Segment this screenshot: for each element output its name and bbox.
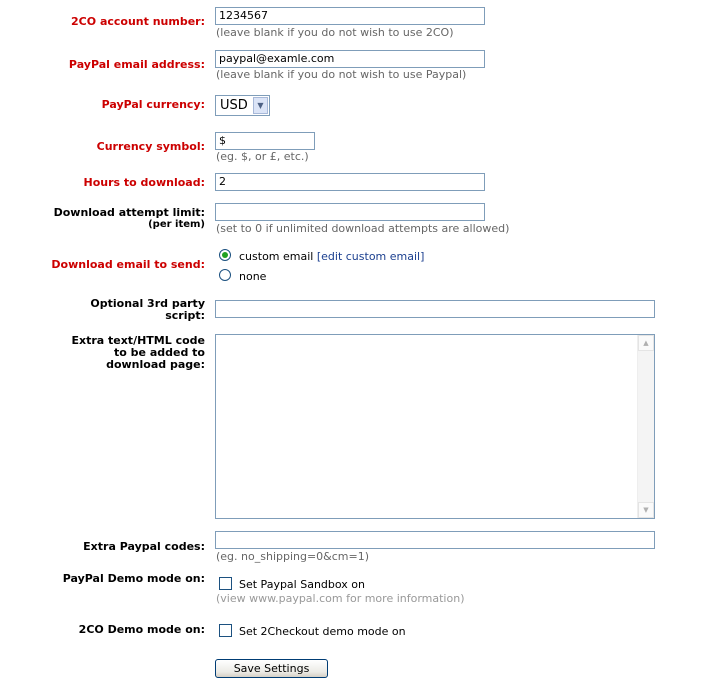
hours-to-download-input[interactable]: 2 — [215, 173, 485, 191]
custom-email-option — [239, 251, 424, 263]
chevron-down-icon[interactable]: ▼ — [253, 97, 268, 114]
none-option-label: none — [239, 270, 267, 283]
paypal-currency-value: USD — [220, 98, 248, 113]
download-attempt-limit-label: Download attempt limit: — [53, 206, 205, 219]
extra-paypal-codes-label: Extra Paypal codes: — [83, 540, 205, 553]
paypal-sandbox-label: Set Paypal Sandbox on — [239, 578, 365, 591]
currency-symbol-input[interactable]: $ — [215, 132, 315, 150]
twoco-demo-checkbox-label: Set 2Checkout demo mode on — [239, 625, 406, 638]
twoco-account-input[interactable]: 1234567 — [215, 7, 485, 25]
paypal-email-input[interactable]: paypal@examle.com — [215, 50, 485, 68]
third-party-script-input[interactable] — [215, 300, 655, 318]
extra-html-label-line3: download page: — [106, 358, 205, 371]
paypal-demo-hint: (view www.paypal.com for more information) — [216, 592, 465, 605]
custom-email-label: custom email — [239, 250, 314, 263]
extra-paypal-codes-input[interactable] — [215, 531, 655, 549]
paypal-email-hint: (leave blank if you do not wish to use Paypal) — [216, 68, 467, 81]
scroll-down-icon[interactable]: ▼ — [638, 502, 654, 518]
twoco-account-hint: (leave blank if you do not wish to use 2CO) — [216, 26, 454, 39]
twoco-account-label: 2CO account number: — [71, 15, 205, 28]
twoco-demo-checkbox[interactable] — [219, 624, 232, 637]
hours-to-download-label: Hours to download: — [83, 176, 205, 189]
download-attempt-limit-hint: (set to 0 if unlimited download attempts are allowed) — [216, 222, 510, 235]
extra-html-label-line2: to be added to — [114, 346, 205, 359]
download-attempt-limit-input[interactable] — [215, 203, 485, 221]
third-party-script-label-line1: Optional 3rd party — [90, 297, 205, 310]
save-settings-button[interactable]: Save Settings — [215, 659, 328, 678]
extra-html-label-line1: Extra text/HTML code — [71, 334, 205, 347]
currency-symbol-label: Currency symbol: — [96, 140, 205, 153]
paypal-sandbox-checkbox[interactable] — [219, 577, 232, 590]
paypal-demo-label: PayPal Demo mode on: — [62, 572, 205, 585]
extra-paypal-codes-hint: (eg. no_shipping=0&cm=1) — [216, 550, 370, 563]
download-email-label: Download email to send: — [51, 258, 205, 271]
paypal-email-label: PayPal email address: — [68, 58, 205, 71]
download-attempt-limit-sublabel: (per item) — [148, 219, 205, 230]
textarea-scrollbar[interactable] — [637, 335, 654, 518]
twoco-demo-label: 2CO Demo mode on: — [78, 623, 205, 636]
paypal-currency-select[interactable] — [215, 95, 270, 116]
none-radio[interactable] — [219, 269, 231, 281]
currency-symbol-hint: (eg. $, or £, etc.) — [216, 150, 309, 163]
scroll-up-icon[interactable]: ▲ — [638, 335, 654, 351]
custom-email-radio[interactable] — [219, 249, 231, 261]
radio-selected-dot — [222, 252, 228, 258]
paypal-currency-label: PayPal currency: — [101, 98, 205, 111]
extra-html-textarea[interactable] — [215, 334, 655, 519]
edit-custom-email-link[interactable]: [edit custom email] — [316, 250, 425, 263]
third-party-script-label-line2: script: — [165, 309, 205, 322]
